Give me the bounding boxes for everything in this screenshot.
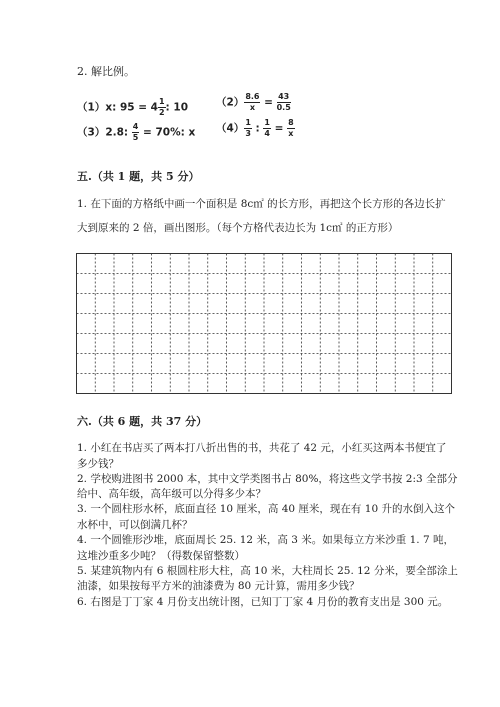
section-6-line: 给中、高年级，高年级可以分得多少本？ xyxy=(77,488,266,500)
equation-1: （1）x: 95 = 4 $\frac{1}{2}$ : 10 xyxy=(77,97,189,117)
equation-3: （3）2.8: $\frac{4}{5}$ = 70%: x xyxy=(77,122,196,142)
question-title: 2. 解比例。 xyxy=(77,65,135,78)
section-6-line: 这堆沙重多少吨？（得数保留整数） xyxy=(77,550,245,562)
section-5-heading: 五.（共 1 题，共 5 分） xyxy=(77,170,200,183)
section-6-line: 4. 一个圆锥形沙堆，底面周长 25. 12 米，高 3 米。如果每立方米沙重 1. 7 吨， xyxy=(77,534,454,546)
section-6-line: 3. 一个圆柱形水杯，底面直径 10 厘米，高 40 厘米，现在有 10 升的水倒入这个 xyxy=(77,503,455,515)
section-5-question-line-1: 1. 在下面的方格纸中画一个面积是 8c㎡ 的长方形，再把这个长方形的各边长扩 xyxy=(77,198,446,210)
equation-4: （4） $\frac{1}{3}$ : $\frac{1}{4}$ = $\frac{8}{x}$ xyxy=(216,118,294,138)
section-6-line: 1. 小红在书店买了两本打八折出售的书，共花了 42 元，小红买这两本书便宜了 xyxy=(77,442,447,454)
section-6-line: 多少钱？ xyxy=(77,458,119,470)
section-6-line: 5. 某建筑物内有 6 根圆柱形大柱，高 10 米，大柱周长 25. 12 分米，要全部涂上 xyxy=(77,565,458,577)
section-6-line: 2. 学校购进图书 2000 本，其中文学类图书占 80%，将这些文学书按 2:3 全部分 xyxy=(77,473,458,485)
section-6-line: 6. 右图是丁丁家 4 月份支出统计图，已知丁丁家 4 月份的教育支出是 300 元。 xyxy=(77,596,449,608)
grid-paper xyxy=(76,253,452,394)
section-6-heading: 六.（共 6 题，共 37 分） xyxy=(77,415,208,428)
section-5-question-line-2: 大到原来的 2 倍，画出图形。（每个方格代表边长为 1c㎡ 的正方形） xyxy=(77,222,399,234)
equation-2: （2） $\frac{8.6}{x}$ = $\frac{43}{0.5}$ xyxy=(216,92,291,112)
section-6-line: 水杯中，可以倒满几杯？ xyxy=(77,519,193,531)
section-6-line: 油漆，如果按每平方米的油漆费为 80 元计算，需用多少钱？ xyxy=(77,580,360,592)
